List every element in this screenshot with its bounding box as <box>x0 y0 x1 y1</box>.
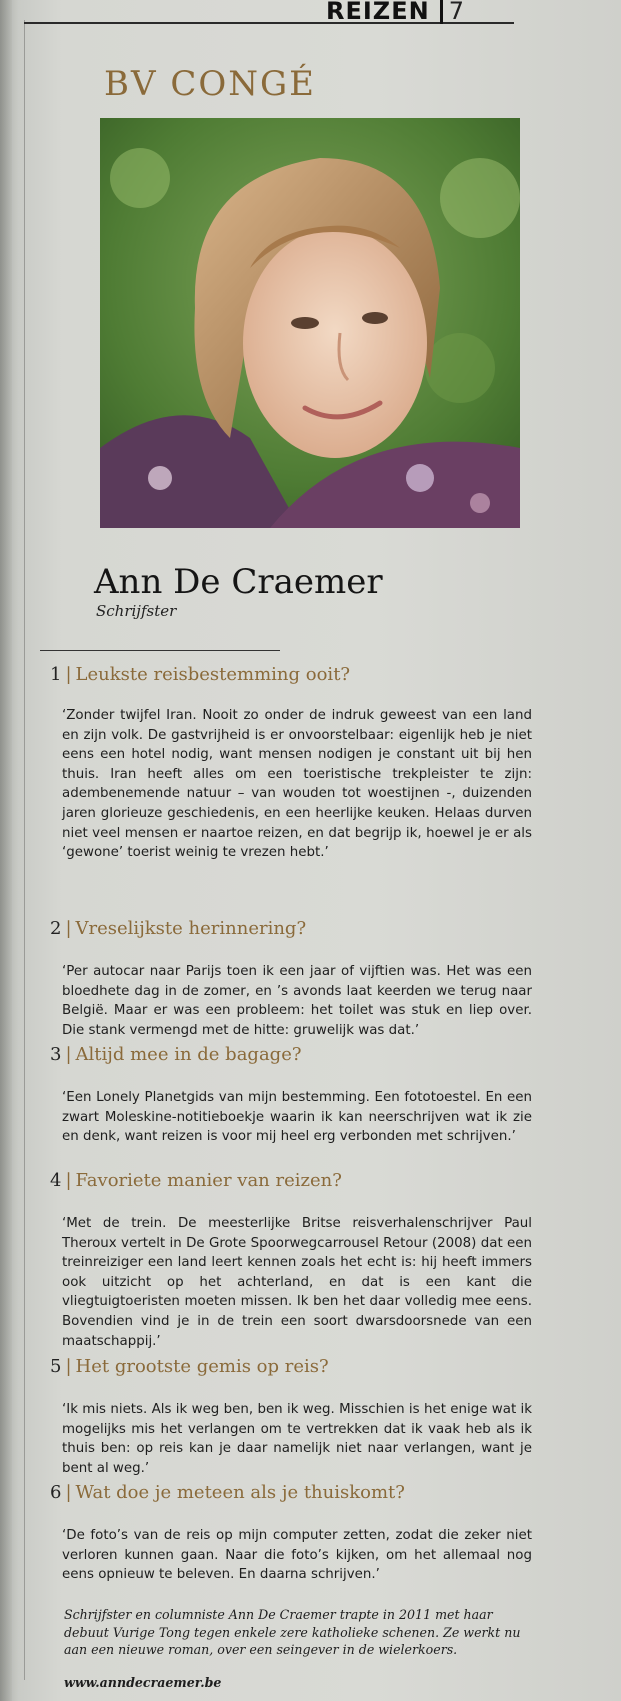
page-number: 7 <box>448 0 465 25</box>
question-4 <box>50 1170 342 1191</box>
person-role: Schrijfster <box>96 602 177 620</box>
answer-4: ‘Met de trein. De meesterlijke Britse reisverhalenschrijver Paul Theroux vertelt in De Grote Spoorwegcarrousel Retour (2008) dat een treinreiziger een land leert kennen zoals het echt is: hij heeft immers ook uitzicht op het achterland, en dat is een kant die vliegtuigtoeristen moeten missen. Ik ben het daar volledig mee eens. Bovendien vind je in de trein een soort dwarsdoorsnede van een maatschappij.’ <box>62 1216 532 1349</box>
question-text: Favoriete manier van reizen? <box>75 1170 342 1191</box>
question-separator: | <box>65 918 72 939</box>
question-text: Leukste reisbestemming ooit? <box>75 664 351 685</box>
author-bio: Schrijfster en columniste Ann De Craemer trapte in 2011 met haar debuut Vurige Tong tegen enkele zere katholieke schenen. Ze werkt nu aan een nieuwe roman, over een seingever in de wielerkoers. <box>64 1607 521 1657</box>
section-header <box>326 0 465 24</box>
answer-1: ‘Zonder twijfel Iran. Nooit zo onder de indruk geweest van een land en zijn volk. De gastvrijheid is er onvoorstelbaar: eigenlijk heb je niet eens een hotel nodig, want mensen nodigen je constant uit bij hen thuis. Iran heeft alles om een toeristische trekpleister te zijn: adembenemende natuur – van wouden tot woestijnen -, duizenden jaren glorieuze geschiedenis, en een heerlijke keuken. Helaas durven niet veel mensen er naartoe reizen, en dat begrijp ik, hoewel je er als ‘gewone’ toerist weinig te vrezen hebt.’ <box>62 708 532 861</box>
question-1 <box>50 664 350 685</box>
name-divider <box>40 650 280 651</box>
question-6 <box>50 1482 405 1503</box>
question-text: Altijd mee in de bagage? <box>75 1044 302 1065</box>
answer-6: ‘De foto’s van de reis op mijn computer zetten, zodat die zeker niet verloren kunnen gaan. Naar die foto’s kijken, om het allemaal nog eens opnieuw te beleven. En daarna schrijven.’ <box>62 1528 532 1583</box>
question-text: Het grootste gemis op reis? <box>75 1356 329 1377</box>
question-number: 5 <box>50 1356 62 1377</box>
answer-5: ‘Ik mis niets. Als ik weg ben, ben ik weg. Misschien is het enige wat ik mogelijks mis het verlangen om te vertrekken dat ik vaak heb als ik thuis ben: op reis kan je daar namelijk niet naar verlangen, want je bent al weg.’ <box>62 1402 532 1476</box>
question-separator: | <box>65 1044 72 1065</box>
question-5 <box>50 1356 329 1377</box>
answer-3: ‘Een Lonely Planetgids van mijn bestemming. Een fototoestel. En een zwart Moleskine-notitieboekje waarin ik kan neerschrijven wat ik zie en denk, want reizen is voor mij heel erg verbonden met schrijven.’ <box>62 1090 532 1145</box>
header-divider <box>440 0 443 24</box>
question-number: 1 <box>50 664 62 685</box>
question-number: 2 <box>50 918 62 939</box>
question-text: Vreselijkste herinnering? <box>75 918 307 939</box>
question-number: 6 <box>50 1482 62 1503</box>
question-separator: | <box>65 1170 72 1191</box>
question-number: 3 <box>50 1044 62 1065</box>
column-rule <box>24 20 25 1680</box>
answer-2: ‘Per autocar naar Parijs toen ik een jaar of vijftien was. Het was een bloedhete dag in de zomer, en ’s avonds laat keerden we terug naar België. Maar er was een probleem: het toilet was stuk en liep over. Die stank vermengd met de hitte: gruwelijk was dat.’ <box>62 964 532 1038</box>
question-number: 4 <box>50 1170 62 1191</box>
question-separator: | <box>65 1356 72 1377</box>
question-3 <box>50 1044 302 1065</box>
column-kicker: BV CONGÉ <box>104 64 316 104</box>
question-separator: | <box>65 664 72 685</box>
question-2 <box>50 918 306 939</box>
section-label: REIZEN <box>326 0 430 25</box>
author-website: www.anndecraemer.be <box>64 1675 222 1690</box>
question-separator: | <box>65 1482 72 1503</box>
person-name: Ann De Craemer <box>94 562 383 602</box>
page-edge <box>0 0 12 1701</box>
question-text: Wat doe je meteen als je thuiskomt? <box>75 1482 405 1503</box>
portrait-photo <box>100 118 520 528</box>
